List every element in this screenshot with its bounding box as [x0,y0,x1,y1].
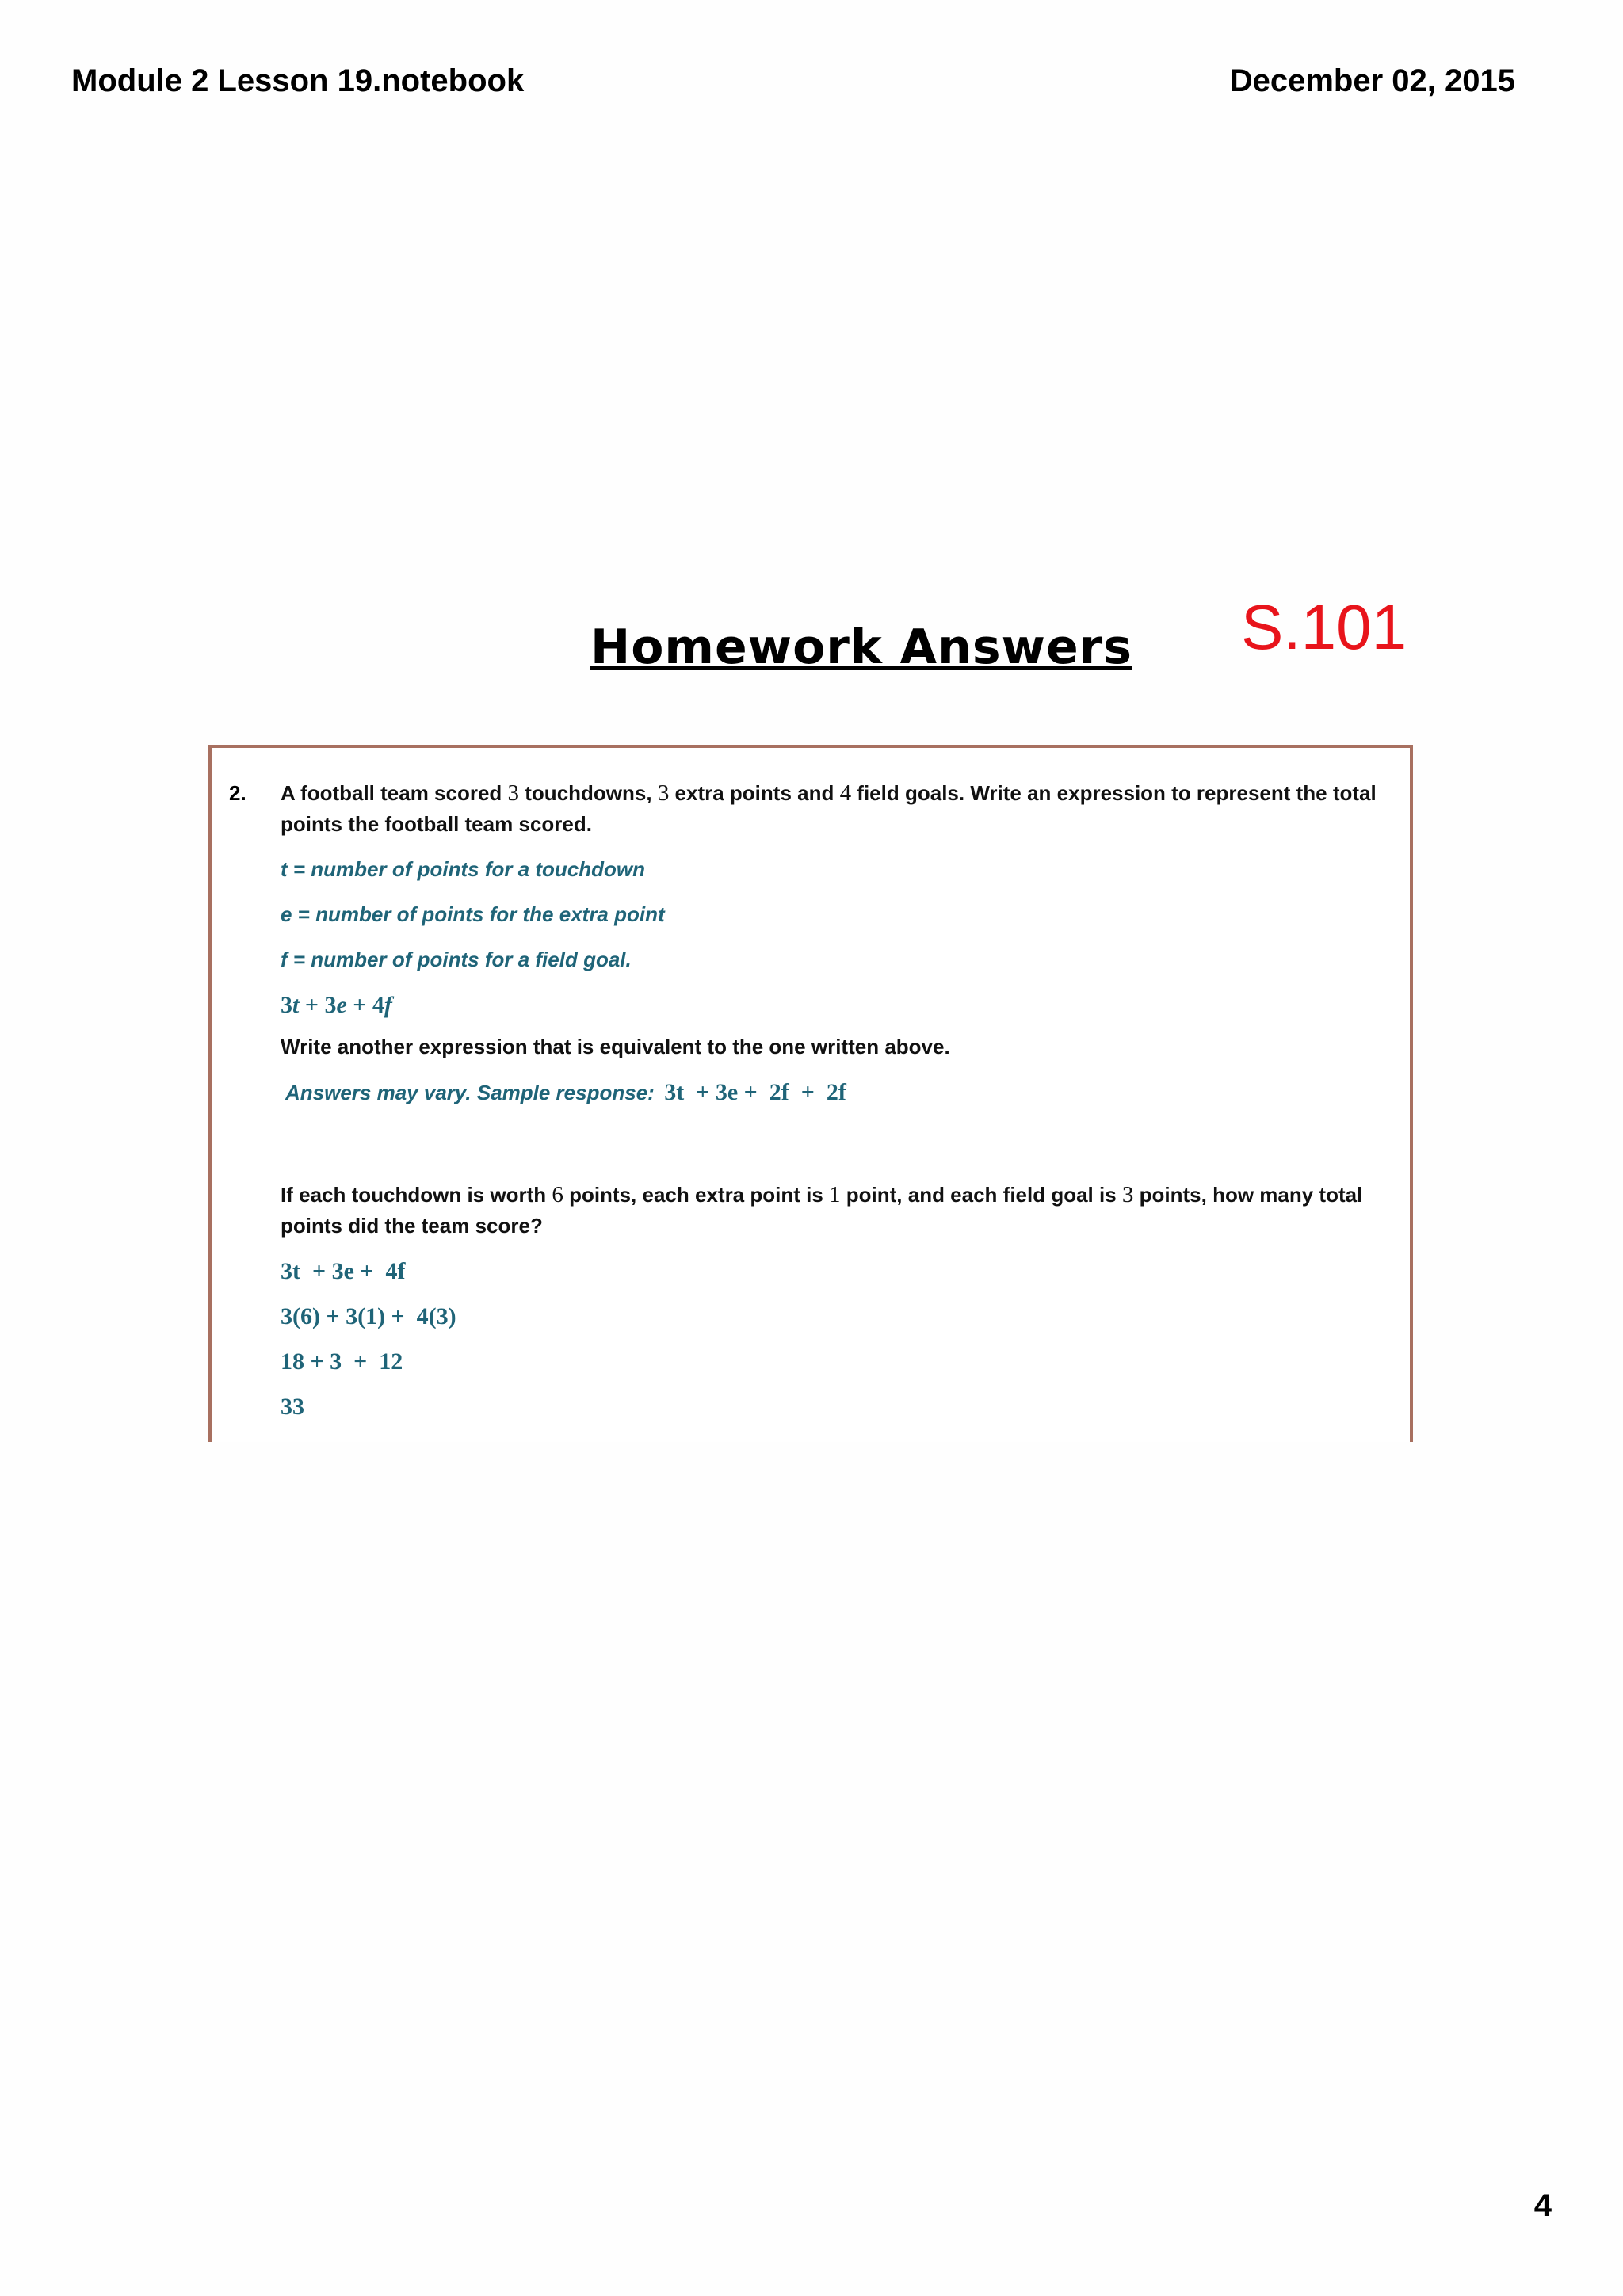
coef: 3 [324,992,337,1018]
solution-step-2: 3(6) + 3(1) + 4(3) [281,1303,456,1329]
notebook-title: Module 2 Lesson 19.notebook [71,63,525,98]
op: + [346,992,372,1018]
problem-content [281,778,1378,1422]
q1-text: field goals. Write an expression to represent the total points the football team scored. [281,781,1377,836]
q3-number: 6 [552,1182,563,1207]
notebook-date: December 02, 2015 [1229,63,1515,98]
sample-answer-label: Answers may vary. Sample response: [285,1081,655,1104]
definition-extra-point: e = number of points for the extra point [281,902,665,926]
question-1 [281,778,1378,840]
q3-text: point, and each field goal is [840,1183,1122,1207]
q1-number: 3 [657,780,670,806]
sample-answer [281,1077,1378,1112]
problem-box [208,745,1413,1442]
q1-number: 4 [839,780,852,806]
question-3 [281,1180,1378,1241]
coef: 4 [372,992,384,1018]
expression [281,990,1378,1020]
q3-text: If each touchdown is worth [281,1183,552,1207]
solution-step-3: 18 + 3 + 12 [281,1348,403,1375]
q1-number: 3 [507,780,520,806]
q1-text: extra points and [669,781,840,805]
q3-text: points, how many total points did the team score? [281,1183,1363,1238]
solution-step-1: 3t + 3e + 4f [281,1258,406,1284]
sample-answer-expression: 3t + 3e + 2f + 2f [664,1079,846,1105]
page-number: 4 [1533,2188,1552,2223]
definition-field-goal: f = number of points for a field goal. [281,948,632,971]
slide-title: Homework Answers [590,620,1132,675]
solution-step-4: 33 [281,1394,304,1420]
q1-text: touchdowns, [519,781,658,805]
var: t [292,992,300,1018]
q1-text: A football team scored [281,781,508,805]
var: f [384,992,392,1018]
q3-text: points, each extra point is [563,1183,830,1207]
question-2: Write another expression that is equivalent to the one written above. [281,1035,950,1058]
op: + [299,992,325,1018]
definition-touchdown: t = number of points for a touchdown [281,857,646,881]
page-reference: S.101 [1241,592,1407,662]
var: e [336,992,347,1018]
q3-number: 1 [829,1182,841,1207]
problem-number: 2. [229,781,246,805]
coef: 3 [281,992,292,1018]
q3-number: 3 [1121,1182,1134,1207]
